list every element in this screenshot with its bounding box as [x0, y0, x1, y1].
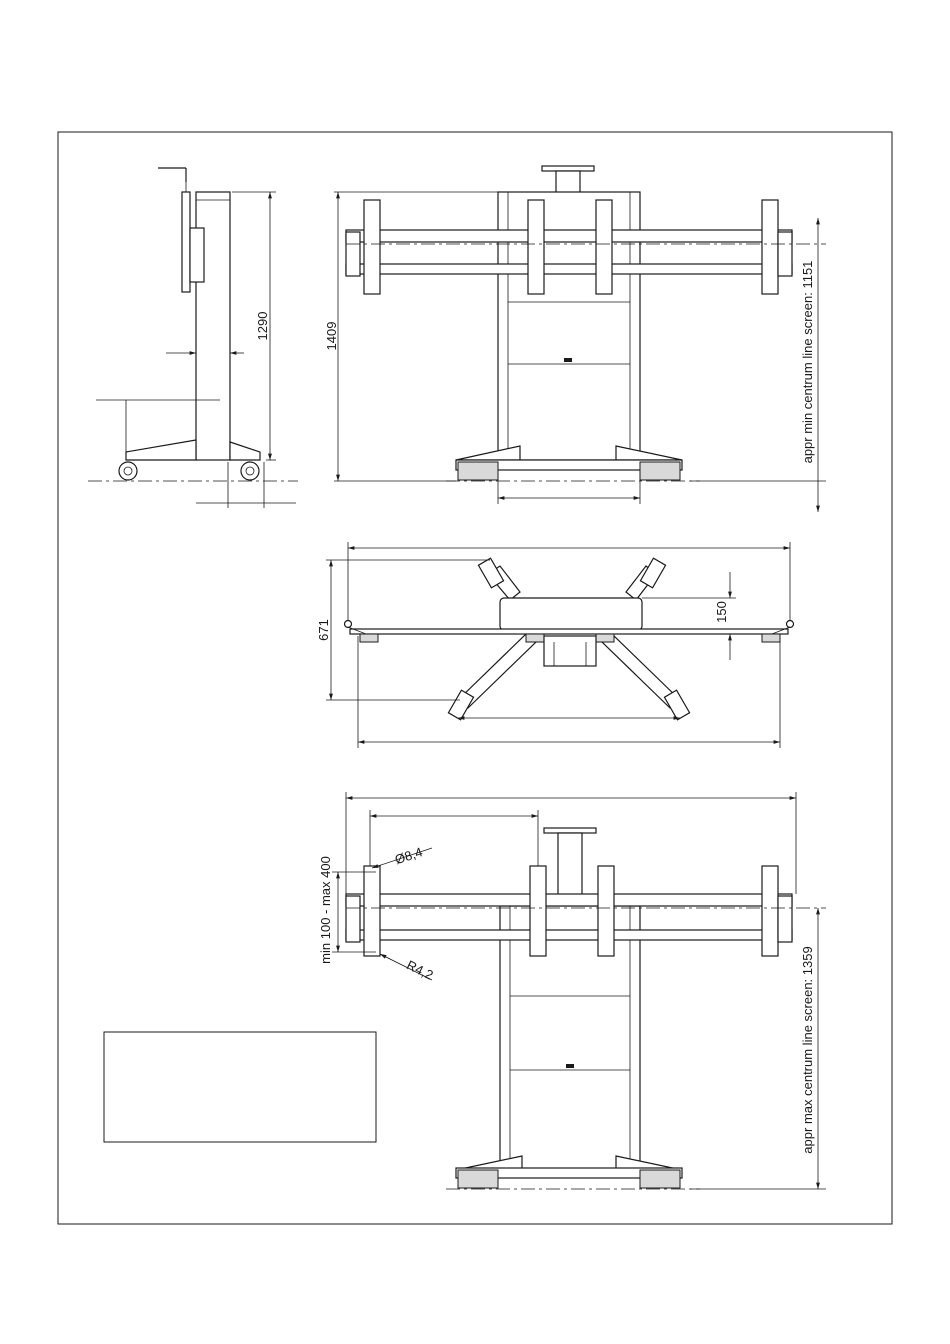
drawing-frame [58, 132, 892, 1224]
top-depth-label: 671 [316, 619, 331, 641]
top-offset-label: 150 [714, 601, 729, 623]
front-height-label: 1409 [324, 321, 339, 351]
radius-label: R4,2 [404, 957, 436, 983]
top-view [326, 542, 794, 748]
side-height-label: 1290 [255, 311, 270, 341]
front-view-min [334, 166, 826, 512]
max-centrum-label: appr max centrum line screen: 1359 [800, 946, 815, 1154]
min-centrum-label: appr min centrum line screen: 1151 [800, 260, 815, 464]
hole-diameter-label: Ø8,4 [392, 844, 425, 868]
title-block [104, 1032, 376, 1142]
vesa-range-label: min 100 - max 400 [318, 856, 333, 964]
